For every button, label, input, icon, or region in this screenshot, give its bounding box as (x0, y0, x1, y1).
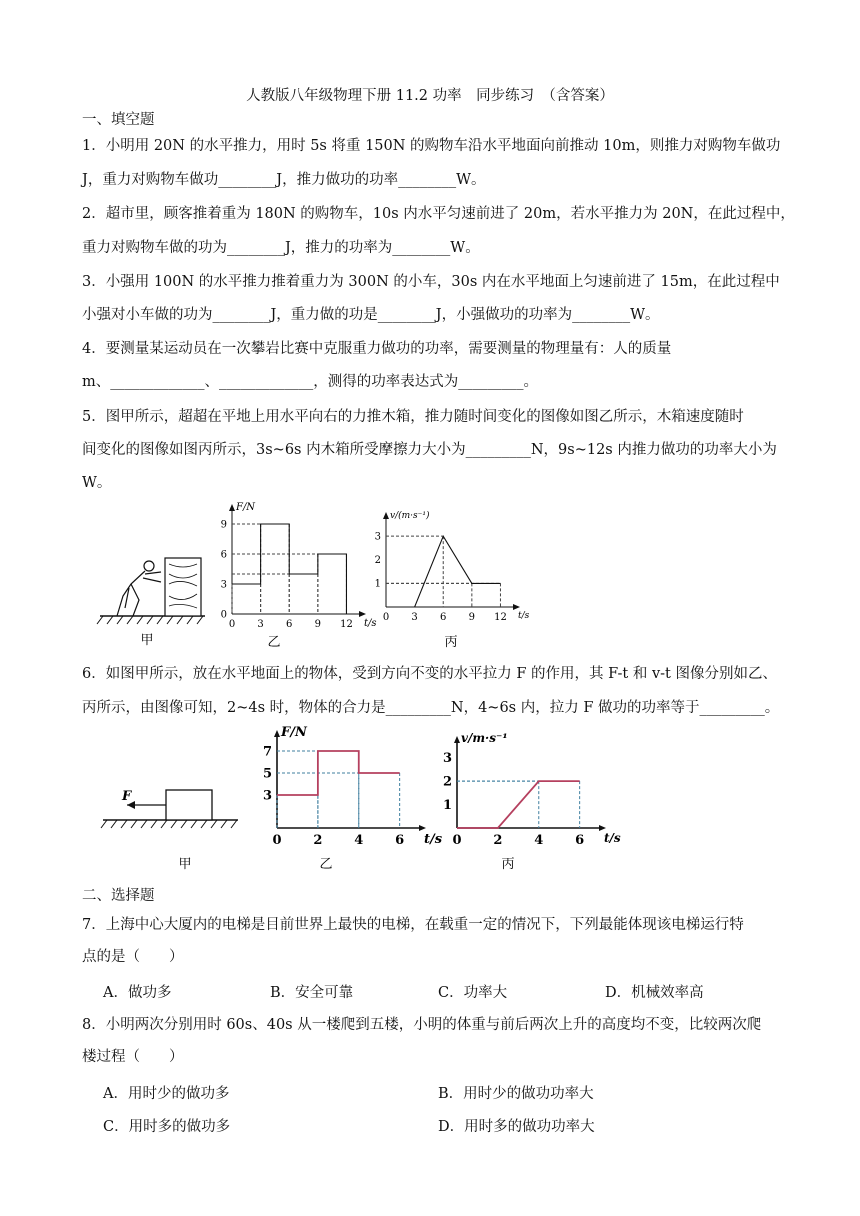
x-tick-label: 2 (493, 833, 503, 848)
q7-option-a[interactable]: A．做功多 (103, 985, 172, 1001)
y-tick-label: 3 (374, 531, 381, 543)
x-tick-label: 2 (313, 833, 323, 848)
y-tick-label: 2 (442, 774, 452, 790)
q8-option-a[interactable]: A．用时少的做功多 (103, 1086, 230, 1102)
y-tick-label: 1 (374, 578, 381, 590)
x-tick-label: 0 (272, 833, 282, 848)
x-tick-label: 6 (286, 619, 293, 630)
caption-yi: 乙 (267, 635, 281, 650)
q7-option-c[interactable]: C．功率大 (438, 985, 508, 1001)
x-tick-label: 9 (314, 619, 322, 630)
q6-line1: 6．如图甲所示，放在水平地面上的物体，受到方向不变的水平拉力 F 的作用，其 F-t 和 v-t 图像分别如乙、 (82, 666, 777, 682)
x-tick-label: 9 (468, 612, 476, 623)
page-title: 人教版八年级物理下册 11.2 功率 同步练习 （含答案） (246, 88, 614, 104)
x-tick-label: 12 (494, 612, 507, 623)
q7-option-b[interactable]: B．安全可靠 (270, 985, 354, 1001)
q5-line1: 5．图甲所示，超超在平地上用水平向右的力推木箱，推力随时间变化的图像如图乙所示，木箱速度随时 (82, 409, 744, 425)
q7-line2: 点的是（ ） (82, 949, 184, 965)
q8-line1: 8．小明两次分别用时 60s、40s 从一楼爬到五楼，小明的体重与前后两次上升的高度均不变，比较两次爬 (82, 1017, 762, 1033)
x-axis-arrow (359, 611, 366, 617)
y-axis-arrow (229, 504, 235, 511)
q8-option-d[interactable]: D．用时多的做功功率大 (438, 1119, 595, 1135)
y-tick-label: 7 (262, 744, 272, 760)
y-axis-arrow (383, 512, 389, 519)
x-tick-label: 0 (382, 612, 390, 623)
x-tick-label: 0 (452, 833, 462, 848)
person-pushing-icon (117, 561, 161, 616)
q5-chart-velocity (375, 510, 530, 623)
x-tick-label: 0 (228, 619, 236, 630)
x-tick-label: 6 (440, 612, 447, 623)
x-axis-arrow (513, 604, 520, 610)
y-tick-label: 9 (220, 519, 227, 531)
x-tick-label: 3 (257, 619, 264, 630)
q7-option-d[interactable]: D．机械效率高 (605, 985, 704, 1001)
q8-option-b[interactable]: B．用时少的做功功率大 (438, 1086, 594, 1102)
q6-figure (95, 725, 621, 878)
y-tick-label: 3 (442, 751, 452, 767)
y-tick-label: 2 (374, 555, 381, 567)
x-axis-label: t/s (518, 611, 530, 621)
x-axis-label: t/s (604, 831, 621, 845)
y-tick-label: 3 (220, 579, 227, 591)
q6-line2: 丙所示，由图像可知，2~4s 时，物体的合力是_________N，4~6s 内，拉力 F 做功的功率等于_________。 (82, 700, 780, 716)
force-label: F (122, 789, 132, 804)
section-heading-choice: 二、选择题 (82, 888, 155, 904)
x-tick-label: 12 (340, 619, 353, 630)
x-tick-label: 4 (534, 833, 544, 848)
y-tick-label: 1 (442, 797, 452, 813)
q6-chart-force (263, 725, 443, 848)
q8-line2: 楼过程（ ） (82, 1049, 184, 1065)
q1-line2: J，重力对购物车做功________J，推力做功的功率________W。 (82, 172, 486, 188)
y-axis-label: F/N (236, 502, 256, 513)
y-axis-arrow (274, 730, 280, 737)
y-axis-label: v/(m·s⁻¹) (390, 511, 430, 521)
q1-line1: 1．小明用 20N 的水平推力，用时 5s 将重 150N 的购物车沿水平地面向前推动 10m，则推力对购物车做功 (82, 138, 781, 154)
caption-yi-2: 乙 (319, 857, 333, 872)
y-axis-label: F/N (281, 725, 307, 740)
x-axis-label: t/s (364, 618, 377, 629)
q2-line2: 重力对购物车做的功为________J，推力的功率为________W。 (82, 240, 480, 256)
x-tick-label: 4 (354, 833, 364, 848)
y-tick-label: 5 (262, 766, 272, 782)
block (166, 790, 212, 820)
y-tick-label: 3 (262, 788, 272, 804)
q4-line2: m、_____________、_____________，测得的功率表达式为_________。 (82, 374, 538, 390)
x-tick-label: 3 (411, 612, 418, 623)
y-tick-label: 6 (220, 549, 227, 561)
q3-line1: 3．小强用 100N 的水平推力推着重力为 300N 的小车，30s 内在水平地面上匀速前进了 15m，在此过程中 (82, 274, 780, 290)
q6-fig-jia (101, 789, 238, 872)
y-axis-label: v/m·s⁻¹ (461, 731, 508, 745)
q8-option-c[interactable]: C．用时多的做功多 (103, 1119, 231, 1135)
caption-bing-2: 丙 (501, 857, 515, 872)
q6-chart-velocity (443, 731, 621, 848)
q2-line1: 2．超市里，顾客推着重为 180N 的购物车，10s 内水平匀速前进了 20m，若水平推力为 20N，在此过程中， (82, 206, 795, 222)
caption-jia: 甲 (140, 633, 154, 648)
caption-bing: 丙 (444, 635, 458, 650)
q7-line1: 7．上海中心大厦内的电梯是目前世界上最快的电梯，在载重一定的情况下，下列最能体现该电梯运行特 (82, 917, 744, 933)
q3-line2: 小强对小车做的功为________J，重力做的功是________J，小强做功的功率为________W。 (82, 307, 660, 323)
series-line (457, 781, 580, 828)
q5-line3: W。 (82, 475, 112, 491)
section-heading-fill: 一、填空题 (82, 112, 155, 128)
q4-line1: 4．要测量某运动员在一次攀岩比赛中克服重力做功的功率，需要测量的物理量有：人的质量 (82, 341, 672, 357)
q5-fig-jia (97, 558, 205, 648)
y-axis-arrow (454, 736, 460, 743)
caption-jia-2: 甲 (178, 857, 192, 872)
x-tick-label: 6 (575, 833, 585, 848)
x-axis-label: t/s (424, 832, 443, 847)
q5-chart-force (221, 502, 377, 630)
x-axis-arrow (419, 825, 426, 831)
q5-figure (95, 504, 535, 652)
y-tick-label: 0 (220, 609, 227, 621)
q5-line2: 间变化的图像如图丙所示，3s~6s 内木箱所受摩擦力大小为_________N，9s~12s 内推力做功的功率大小为 (82, 442, 777, 458)
x-tick-label: 6 (395, 833, 405, 848)
